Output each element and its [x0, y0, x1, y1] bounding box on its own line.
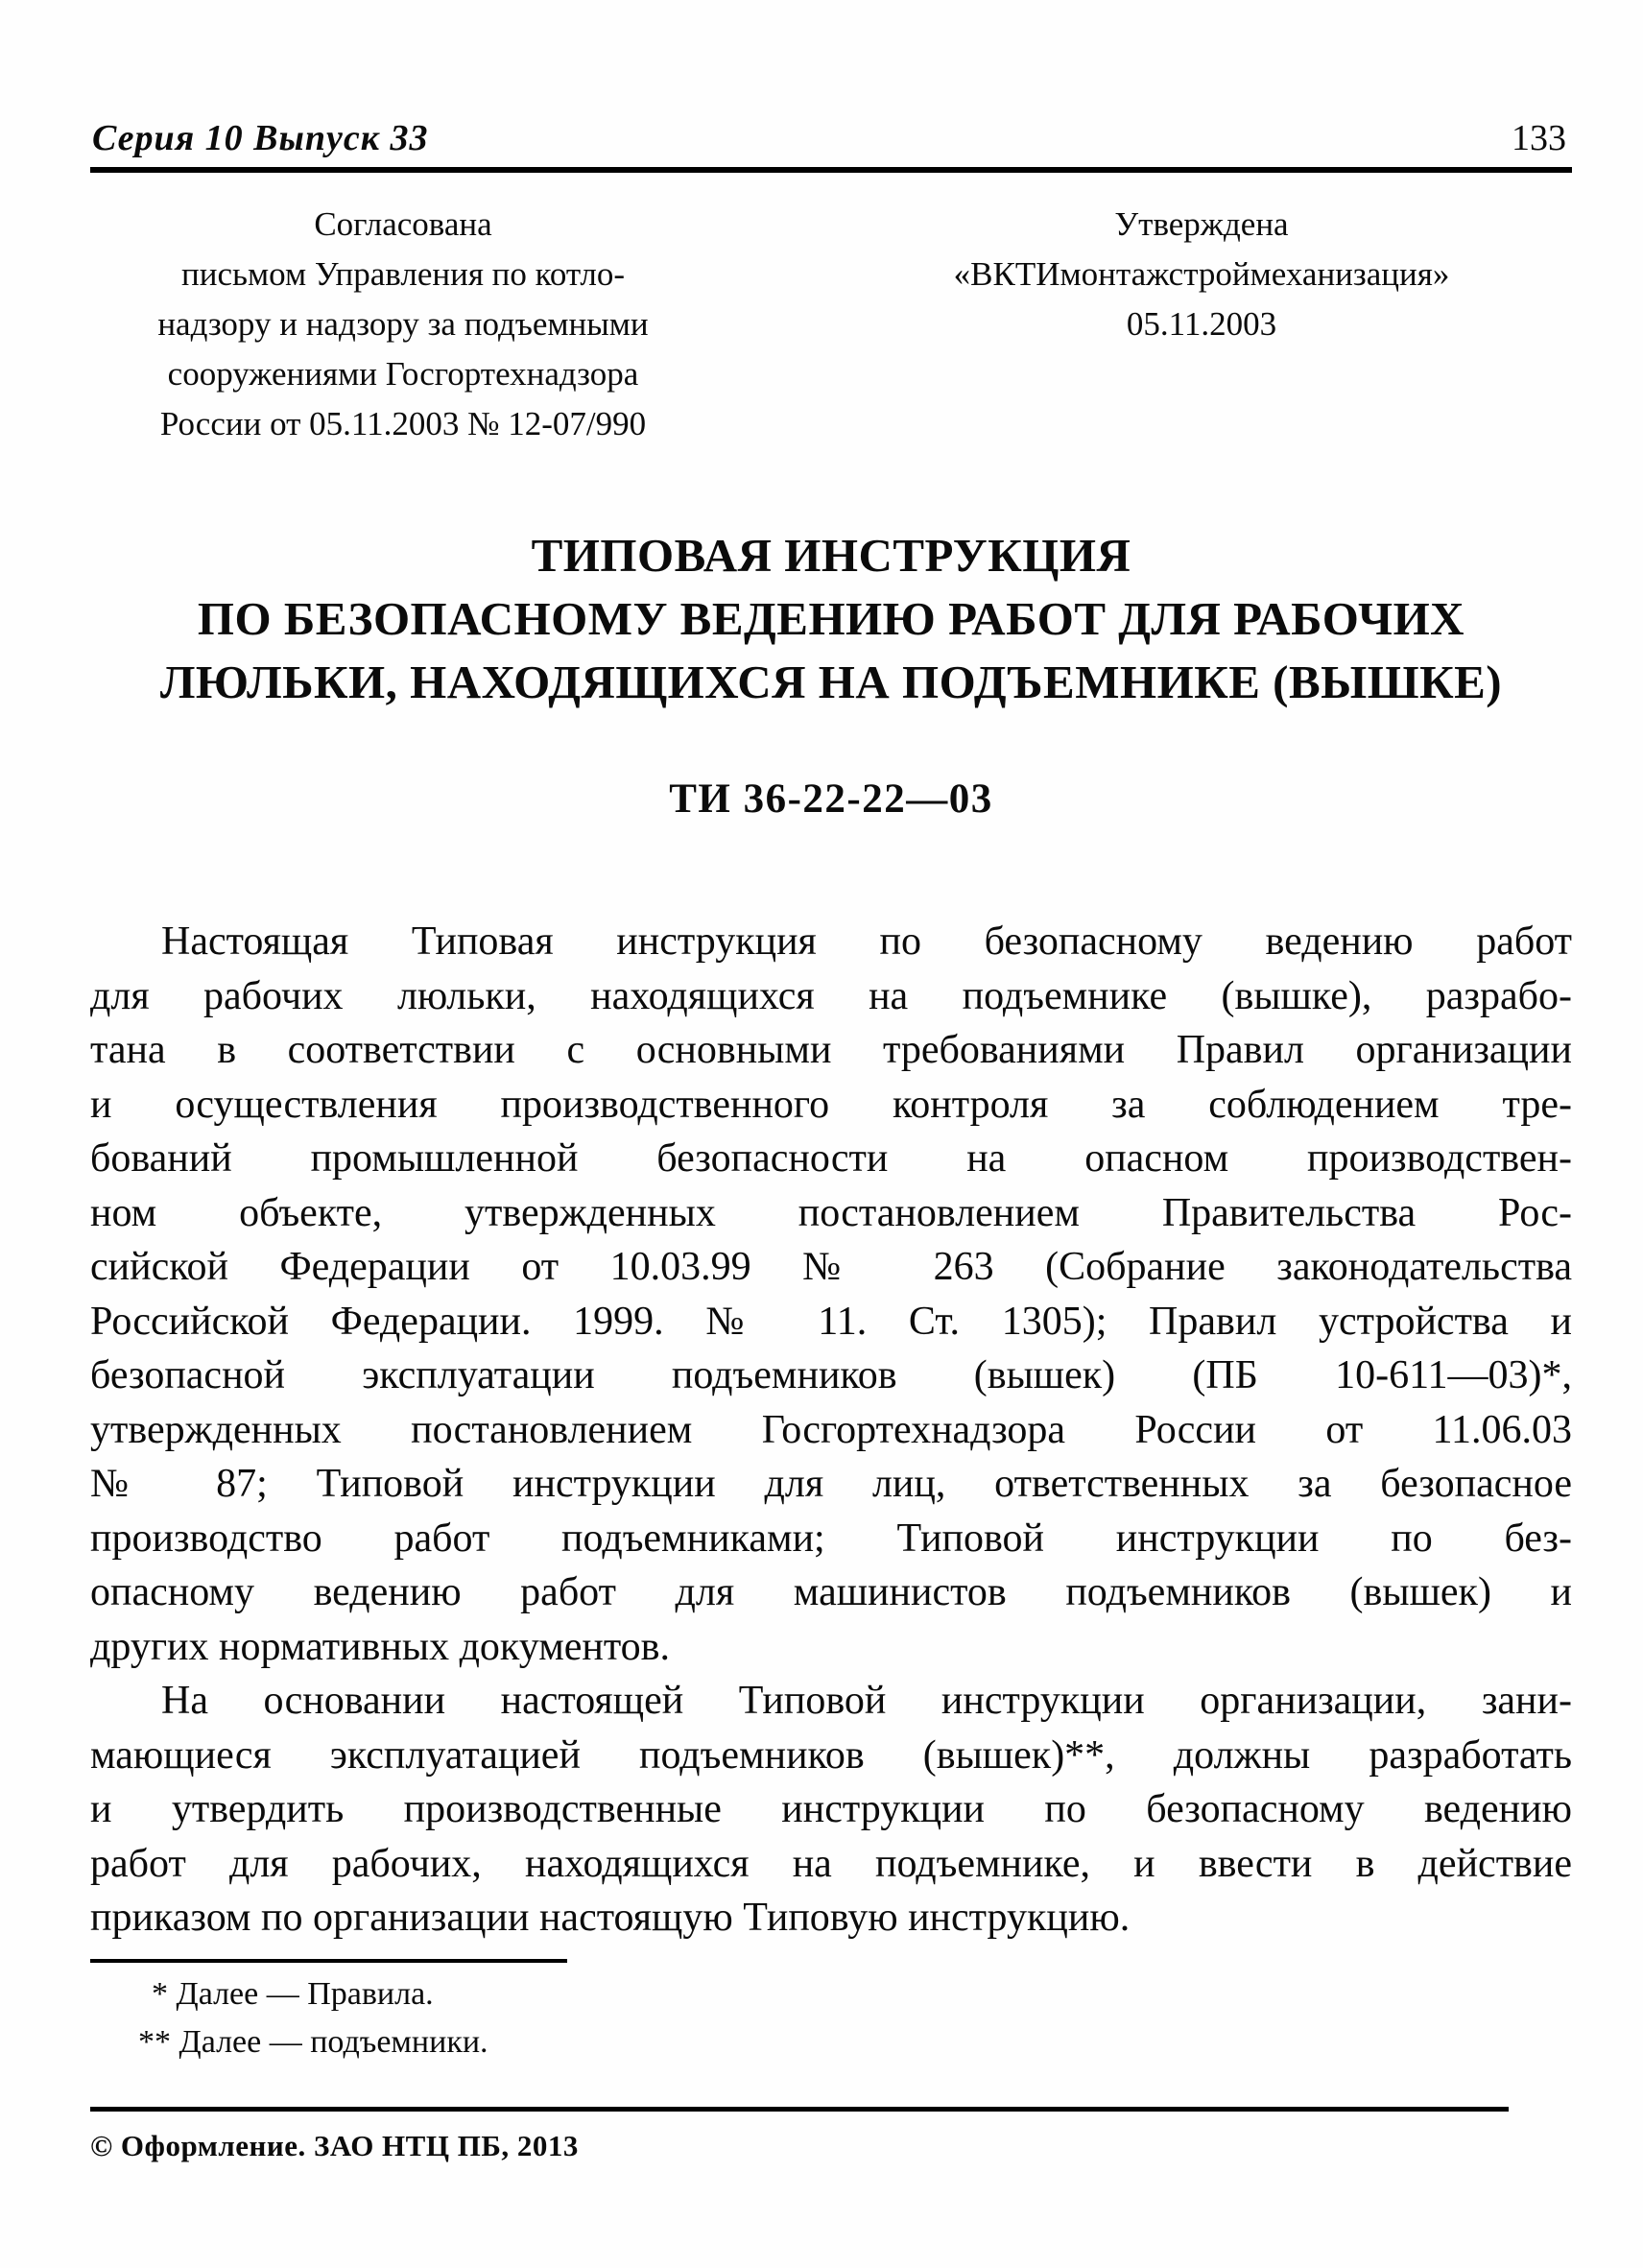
header-page-number: 133 [1512, 118, 1566, 158]
footnote-item: ** Далее — подъемники. [138, 2023, 488, 2060]
document-title-line: ЛЮЛЬКИ, НАХОДЯЩИХСЯ НА ПОДЪЕМНИКЕ (ВЫШКЕ) [159, 656, 1503, 708]
body-line: безопасной эксплуатации подъемников (вышек) (ПБ 10-611—03)*, [90, 1353, 1572, 1397]
footnote-item: * Далее — Правила. [152, 1975, 434, 2012]
approval-left-line: сооружениями Госгортехнадзора [167, 355, 639, 393]
body-line: утвержденных постановлением Госгортехнадзора России от 11.06.03 [90, 1407, 1572, 1452]
approval-block [90, 200, 1572, 449]
body-line: бований промышленной безопасности на опасном производствен- [90, 1136, 1572, 1181]
body-line: производство работ подъемниками; Типовой инструкции по без- [90, 1516, 1572, 1561]
approval-right-column [866, 200, 1537, 449]
body-line: для рабочих люльки, находящихся на подъемнике (вышке), разрабо- [90, 973, 1572, 1018]
body-line: Российской Федерации. 1999. № 11. Ст. 1305); Правил устройства и [90, 1299, 1572, 1344]
body-line: ном объекте, утвержденных постановлением Правительства Рос- [90, 1190, 1572, 1235]
document-body [90, 915, 1572, 1946]
document-title-line: ПО БЕЗОПАСНОМУ ВЕДЕНИЮ РАБОТ ДЛЯ РАБОЧИХ [197, 592, 1465, 645]
approval-left-column [96, 200, 710, 449]
body-line: работ для рабочих, находящихся на подъемнике, и ввести в действие [90, 1841, 1572, 1886]
body-line: приказом по организации настоящую Типовую инструкцию. [90, 1896, 1131, 1940]
footnotes-block [90, 1970, 1572, 2066]
document-number: ТИ 36-22-22—03 [669, 776, 993, 822]
body-line: На основании настоящей Типовой инструкции организации, зани- [161, 1679, 1572, 1723]
approval-left-line: письмом Управления по котло- [181, 255, 625, 293]
approval-right-line: 05.11.2003 [1126, 305, 1277, 343]
document-title-line: ТИПОВАЯ ИНСТРУКЦИЯ [531, 529, 1131, 582]
header-rule [90, 167, 1572, 173]
footer-rule [90, 2107, 1509, 2112]
body-line: Настоящая Типовая инструкция по безопасному ведению работ [161, 919, 1572, 964]
document-title [90, 524, 1572, 714]
approval-right-line: Утверждена [1114, 205, 1289, 243]
body-line: и утвердить производственные инструкции по безопасному ведению [90, 1787, 1572, 1831]
body-line: мающиеся эксплуатацией подъемников (вышек)**, должны разработать [90, 1732, 1572, 1778]
approval-left-line: России от 05.11.2003 № 12-07/990 [159, 405, 647, 442]
page-header [90, 117, 1572, 159]
approval-left-line: Согласована [314, 205, 492, 243]
header-series: Серия 10 Выпуск 33 [92, 118, 429, 158]
body-line: других нормативных документов. [90, 1624, 671, 1669]
copyright-line: © Оформление. ЗАО НТЦ ПБ, 2013 [90, 2128, 579, 2162]
body-line: сийской Федерации от 10.03.99 № 263 (Собрание законодательства [90, 1245, 1572, 1289]
body-line: № 87; Типовой инструкции для лиц, ответственных за безопасное [90, 1462, 1572, 1506]
body-line: опасному ведению работ для машинистов подъемников (вышек) и [90, 1570, 1572, 1614]
approval-left-line: надзору и надзору за подъемными [157, 305, 649, 343]
body-line: тана в соответствии с основными требованиями Правил организации [90, 1028, 1572, 1072]
body-line: и осуществления производственного контроля за соблюдением тре- [90, 1082, 1572, 1127]
footnote-rule [90, 1959, 567, 1963]
approval-right-line: «ВКТИмонтажстроймеханизация» [953, 255, 1450, 293]
